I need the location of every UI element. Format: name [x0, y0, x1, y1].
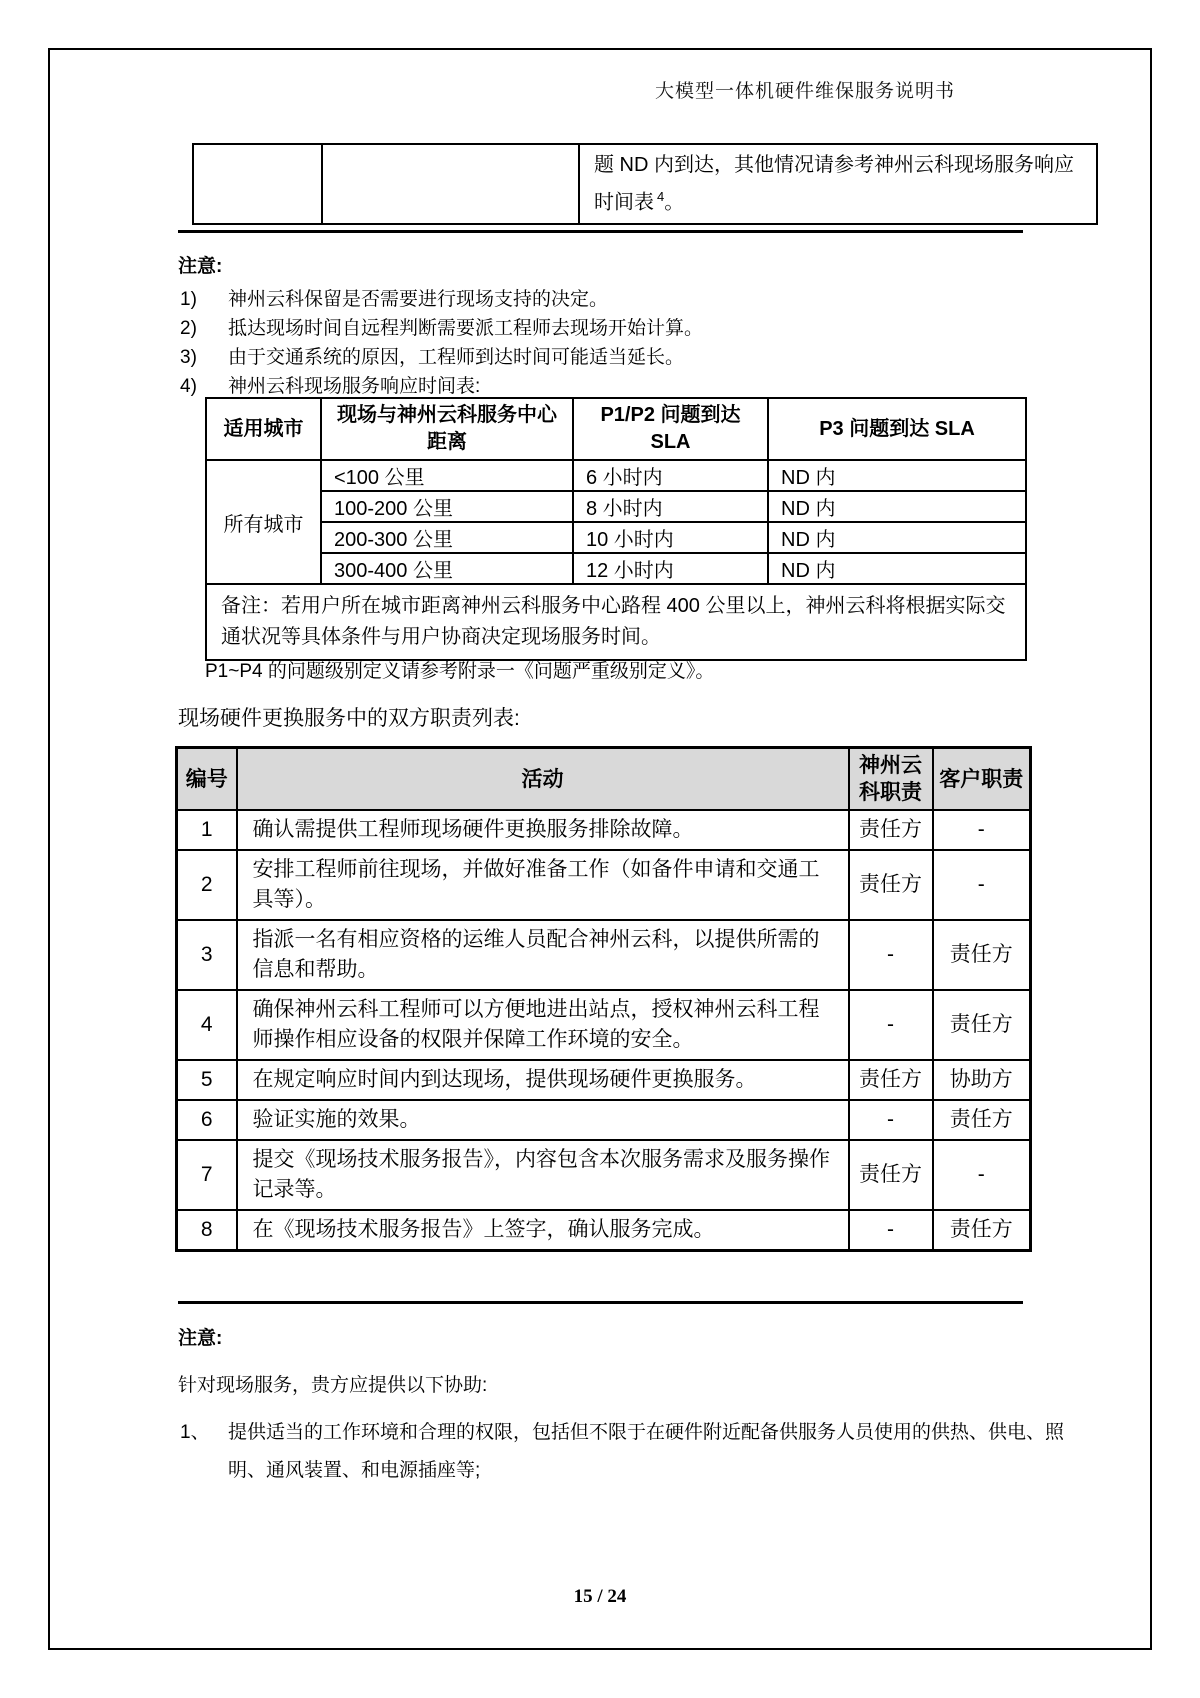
duty-header-customer: 客户职责 — [933, 748, 1031, 811]
sla-header-city: 适用城市 — [206, 398, 321, 460]
duty-provider-cell: 责任方 — [849, 1060, 933, 1100]
list-item — [180, 342, 684, 369]
duty-activity-cell: 在规定响应时间内到达现场，提供现场硬件更换服务。 — [237, 1060, 849, 1100]
duty-activity-cell: 确保神州云科工程师可以方便地进出站点，授权神州云科工程师操作相应设备的权限并保障工作环境的安全。 — [237, 990, 849, 1060]
carryover-text: 题 ND 内到达，其他情况请参考神州云科现场服务响应时间表 — [594, 154, 1074, 214]
duty-provider-cell: 责任方 — [849, 1140, 933, 1210]
sla-remark-cell: 备注：若用户所在城市距离神州云科服务中心路程 400 公里以上，神州云科将根据实际交通状况等具体条件与用户协商决定现场服务时间。 — [206, 584, 1026, 660]
list-item-number: 2) — [180, 318, 197, 339]
table-row — [177, 990, 1031, 1060]
list-item-text: 抵达现场时间自远程判断需要派工程师去现场开始计算。 — [228, 318, 704, 339]
duty-customer-cell: 责任方 — [933, 1100, 1031, 1140]
carryover-cell-empty-2 — [322, 144, 579, 224]
duty-no-cell: 1 — [177, 810, 237, 850]
carryover-cell-text — [579, 144, 1097, 224]
duty-header-activity: 活动 — [237, 748, 849, 811]
duty-customer-cell: 责任方 — [933, 920, 1031, 990]
list-item-number: 3) — [180, 347, 197, 368]
table-row — [177, 1060, 1031, 1100]
sla-distance-cell: 300-400 公里 — [321, 553, 573, 584]
duty-customer-cell: - — [933, 1140, 1031, 1210]
duty-customer-cell: - — [933, 850, 1031, 920]
sla-p1p2-cell: 10 小时内 — [573, 522, 768, 553]
sla-p1p2-cell: 8 小时内 — [573, 491, 768, 522]
table-header-row — [206, 398, 1026, 460]
list-item-number: 1) — [180, 289, 197, 310]
responsibilities-table — [175, 746, 1032, 1252]
notes-bottom-label: 注意: — [178, 1328, 223, 1349]
problem-level-note: P1~P4 的问题级别定义请参考附录一《问题严重级别定义》。 — [205, 661, 715, 682]
carryover-table — [192, 143, 1098, 225]
duty-no-cell: 4 — [177, 990, 237, 1060]
list-item-text: 神州云科保留是否需要进行现场支持的决定。 — [228, 289, 609, 310]
sla-header-p3: P3 问题到达 SLA — [768, 398, 1026, 460]
table-row — [206, 460, 1026, 491]
duty-no-cell: 7 — [177, 1140, 237, 1210]
list-item-text: 由于交通系统的原因，工程师到达时间可能适当延长。 — [228, 347, 685, 368]
table-row — [177, 1210, 1031, 1251]
notes-top-label: 注意: — [178, 256, 223, 277]
duty-customer-cell: - — [933, 810, 1031, 850]
duty-provider-cell: - — [849, 1100, 933, 1140]
duty-header-no: 编号 — [177, 748, 237, 811]
sla-p3-cell: ND 内 — [768, 522, 1026, 553]
sla-distance-cell: 100-200 公里 — [321, 491, 573, 522]
table-row — [177, 850, 1031, 920]
list-item-text: 神州云科现场服务响应时间表: — [228, 376, 481, 397]
footnote-reference: 4 — [657, 189, 665, 204]
duty-provider-cell: - — [849, 920, 933, 990]
duty-activity-cell: 确认需提供工程师现场硬件更换服务排除故障。 — [237, 810, 849, 850]
table-row — [206, 584, 1026, 660]
table-row — [177, 920, 1031, 990]
table-row — [177, 1100, 1031, 1140]
table-row — [206, 522, 1026, 553]
duty-no-cell: 5 — [177, 1060, 237, 1100]
sla-p3-cell: ND 内 — [768, 491, 1026, 522]
duty-activity-cell: 指派一名有相应资格的运维人员配合神州云科，以提供所需的信息和帮助。 — [237, 920, 849, 990]
duty-provider-cell: - — [849, 1210, 933, 1251]
list-item-number: 4) — [180, 376, 197, 397]
duty-provider-cell: 责任方 — [849, 810, 933, 850]
sla-header-distance: 现场与神州云科服务中心距离 — [321, 398, 573, 460]
duty-no-cell: 3 — [177, 920, 237, 990]
list-item-number: 1、 — [180, 1422, 210, 1443]
assist-intro-text: 针对现场服务，贵方应提供以下协助: — [178, 1375, 488, 1396]
section-divider-top — [178, 230, 1023, 233]
table-row — [206, 553, 1026, 584]
duty-customer-cell: 责任方 — [933, 990, 1031, 1060]
duty-no-cell: 6 — [177, 1100, 237, 1140]
sla-distance-cell: 200-300 公里 — [321, 522, 573, 553]
section-heading: 现场硬件更换服务中的双方职责列表: — [178, 707, 520, 730]
page-number: 15 / 24 — [573, 1586, 627, 1607]
list-item-text: 提供适当的工作环境和合理的权限，包括但不限于在硬件附近配备供服务人员使用的供热、供电、照明、通风装置、和电源插座等; — [228, 1422, 1065, 1481]
list-item — [180, 371, 480, 398]
list-item — [180, 284, 608, 311]
sla-response-time-table — [205, 397, 1027, 661]
section-divider-bottom — [178, 1301, 1023, 1304]
duty-no-cell: 8 — [177, 1210, 237, 1251]
table-row — [177, 810, 1031, 850]
duty-customer-cell: 协助方 — [933, 1060, 1031, 1100]
table-row — [177, 1140, 1031, 1210]
document-header-title: 大模型一体机硬件维保服务说明书 — [654, 81, 955, 102]
sla-p1p2-cell: 12 小时内 — [573, 553, 768, 584]
table-row — [193, 144, 1097, 224]
table-header-row — [177, 748, 1031, 811]
sla-city-cell: 所有城市 — [206, 460, 321, 584]
duty-activity-cell: 安排工程师前往现场，并做好准备工作（如备件申请和交通工具等）。 — [237, 850, 849, 920]
sla-p3-cell: ND 内 — [768, 553, 1026, 584]
duty-no-cell: 2 — [177, 850, 237, 920]
list-item — [180, 1414, 1071, 1490]
sla-distance-cell: <100 公里 — [321, 460, 573, 491]
list-item — [180, 313, 703, 340]
duty-activity-cell: 提交《现场技术服务报告》，内容包含本次服务需求及服务操作记录等。 — [237, 1140, 849, 1210]
duty-header-provider: 神州云科职责 — [849, 748, 933, 811]
duty-activity-cell: 在《现场技术服务报告》上签字，确认服务完成。 — [237, 1210, 849, 1251]
sla-p3-cell: ND 内 — [768, 460, 1026, 491]
carryover-text-end: 。 — [664, 191, 685, 214]
table-row — [206, 491, 1026, 522]
duty-provider-cell: 责任方 — [849, 850, 933, 920]
duty-provider-cell: - — [849, 990, 933, 1060]
sla-p1p2-cell: 6 小时内 — [573, 460, 768, 491]
duty-customer-cell: 责任方 — [933, 1210, 1031, 1251]
carryover-cell-empty-1 — [193, 144, 322, 224]
sla-header-p1p2: P1/P2 问题到达 SLA — [573, 398, 768, 460]
duty-activity-cell: 验证实施的效果。 — [237, 1100, 849, 1140]
